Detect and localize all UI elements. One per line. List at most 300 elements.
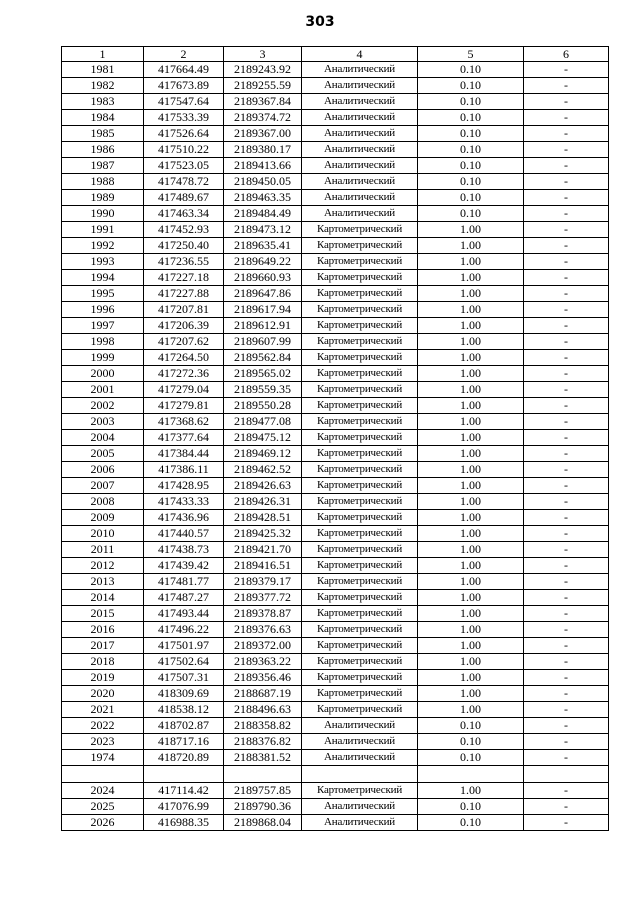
table-cell: - (524, 222, 609, 238)
table-cell: Картометрический (302, 494, 418, 510)
table-cell: 2189367.84 (224, 94, 302, 110)
table-cell: 1.00 (418, 222, 524, 238)
table-cell: 418538.12 (144, 702, 224, 718)
table-cell: - (524, 494, 609, 510)
table-row (62, 78, 609, 94)
table-cell: 1992 (62, 238, 144, 254)
table-cell: 418702.87 (144, 718, 224, 734)
table-cell: - (524, 702, 609, 718)
table-cell: 0.10 (418, 718, 524, 734)
table-cell: - (524, 718, 609, 734)
table-cell: 1.00 (418, 702, 524, 718)
table-cell: 2019 (62, 670, 144, 686)
table-cell: - (524, 815, 609, 831)
table-cell: 1993 (62, 254, 144, 270)
table-cell: 0.10 (418, 190, 524, 206)
table-cell: 2004 (62, 430, 144, 446)
table-cell (302, 766, 418, 783)
table-cell: 2014 (62, 590, 144, 606)
table-cell: 1996 (62, 302, 144, 318)
table-cell: 417236.55 (144, 254, 224, 270)
table-cell: 2188381.52 (224, 750, 302, 766)
table-cell: 2189425.32 (224, 526, 302, 542)
table-cell: 1989 (62, 190, 144, 206)
table-cell: 1.00 (418, 526, 524, 542)
table-row (62, 110, 609, 126)
table-row (62, 238, 609, 254)
table-cell: 416988.35 (144, 815, 224, 831)
table-cell (62, 766, 144, 783)
table-cell: 1.00 (418, 494, 524, 510)
table-cell: - (524, 799, 609, 815)
table-cell: - (524, 366, 609, 382)
table-cell: 418309.69 (144, 686, 224, 702)
table-cell (224, 766, 302, 783)
table-cell: 417489.67 (144, 190, 224, 206)
table-cell: 2189559.35 (224, 382, 302, 398)
header-row (62, 47, 609, 62)
table-cell: 2189372.00 (224, 638, 302, 654)
table-cell: 417438.73 (144, 542, 224, 558)
table-cell: Аналитический (302, 78, 418, 94)
table-cell: 417384.44 (144, 446, 224, 462)
table-cell: 417076.99 (144, 799, 224, 815)
table-cell: 2189473.12 (224, 222, 302, 238)
table-cell: - (524, 462, 609, 478)
table-cell: Аналитический (302, 126, 418, 142)
table-cell: Картометрический (302, 622, 418, 638)
table-cell: Картометрический (302, 638, 418, 654)
table-cell: Картометрический (302, 590, 418, 606)
table-cell: 0.10 (418, 174, 524, 190)
table-cell: Аналитический (302, 158, 418, 174)
table-cell: 1.00 (418, 670, 524, 686)
table-cell: 1.00 (418, 430, 524, 446)
table-cell: 2189617.94 (224, 302, 302, 318)
table-row (62, 526, 609, 542)
table-cell: - (524, 62, 609, 78)
table-cell: Картометрический (302, 783, 418, 799)
table-cell: 2015 (62, 606, 144, 622)
table-cell: 1.00 (418, 638, 524, 654)
table-cell: 1.00 (418, 254, 524, 270)
table-cell: - (524, 783, 609, 799)
table-cell: - (524, 126, 609, 142)
table-cell (524, 766, 609, 783)
table-cell: 417501.97 (144, 638, 224, 654)
table-cell: - (524, 606, 609, 622)
table-cell: 2008 (62, 494, 144, 510)
column-header: 2 (144, 47, 224, 62)
table-cell: 2001 (62, 382, 144, 398)
table-cell: 417526.64 (144, 126, 224, 142)
table-cell: 1974 (62, 750, 144, 766)
table-cell: - (524, 94, 609, 110)
table-cell: 2018 (62, 654, 144, 670)
table-cell: 2002 (62, 398, 144, 414)
table-row (62, 478, 609, 494)
page-number: 303 (305, 14, 335, 30)
table-row (62, 606, 609, 622)
table-row (62, 783, 609, 799)
table-cell: - (524, 238, 609, 254)
table-cell: - (524, 78, 609, 94)
table-cell: - (524, 254, 609, 270)
table-row (62, 558, 609, 574)
table-cell: Картометрический (302, 334, 418, 350)
table-cell: 1981 (62, 62, 144, 78)
table-cell: 417207.62 (144, 334, 224, 350)
table-cell: - (524, 158, 609, 174)
table-cell: - (524, 414, 609, 430)
table-body (62, 62, 609, 831)
table-cell: - (524, 302, 609, 318)
column-header: 5 (418, 47, 524, 62)
table-cell: 417493.44 (144, 606, 224, 622)
table-cell: 2189421.70 (224, 542, 302, 558)
table-cell: 2189607.99 (224, 334, 302, 350)
table-cell: 2189255.59 (224, 78, 302, 94)
table-row (62, 206, 609, 222)
table-cell: - (524, 670, 609, 686)
table-row (62, 494, 609, 510)
table-row (62, 318, 609, 334)
table-cell: - (524, 286, 609, 302)
table-cell: 0.10 (418, 158, 524, 174)
table-cell: 417510.22 (144, 142, 224, 158)
table-cell: 2189426.63 (224, 478, 302, 494)
table-cell: 2189484.49 (224, 206, 302, 222)
table-cell: 0.10 (418, 734, 524, 750)
table-cell: Картометрический (302, 302, 418, 318)
table-cell: 0.10 (418, 62, 524, 78)
table-row (62, 190, 609, 206)
table-cell: 2189757.85 (224, 783, 302, 799)
table-cell: 2189379.17 (224, 574, 302, 590)
table-cell: - (524, 478, 609, 494)
table-cell: - (524, 350, 609, 366)
table-cell: 2026 (62, 815, 144, 831)
table-cell: - (524, 686, 609, 702)
table-cell: 2189475.12 (224, 430, 302, 446)
table-cell: 1986 (62, 142, 144, 158)
table-cell: 1.00 (418, 334, 524, 350)
table-cell: - (524, 622, 609, 638)
table-cell: 2012 (62, 558, 144, 574)
table-cell: 2189428.51 (224, 510, 302, 526)
table-cell: 417502.64 (144, 654, 224, 670)
table-cell: - (524, 110, 609, 126)
table-cell: 417272.36 (144, 366, 224, 382)
table-cell: Картометрический (302, 350, 418, 366)
table-row (62, 638, 609, 654)
table-cell: 417227.18 (144, 270, 224, 286)
table-row (62, 270, 609, 286)
table-cell: 2188376.82 (224, 734, 302, 750)
table-cell: 418717.16 (144, 734, 224, 750)
column-header: 6 (524, 47, 609, 62)
table-cell: 0.10 (418, 78, 524, 94)
table-cell: - (524, 270, 609, 286)
table-cell: 417227.88 (144, 286, 224, 302)
table-cell: - (524, 446, 609, 462)
table-cell: 1.00 (418, 478, 524, 494)
table-cell: Картометрический (302, 382, 418, 398)
table-cell: 2189374.72 (224, 110, 302, 126)
table-cell: 2013 (62, 574, 144, 590)
table-cell: Картометрический (302, 558, 418, 574)
table-row (62, 366, 609, 382)
table-cell: 0.10 (418, 94, 524, 110)
table-cell: 2189462.52 (224, 462, 302, 478)
table-cell: Картометрический (302, 654, 418, 670)
table-cell: - (524, 542, 609, 558)
table-row (62, 654, 609, 670)
table-cell: Картометрический (302, 414, 418, 430)
table-cell: 417440.57 (144, 526, 224, 542)
table-cell: 1.00 (418, 302, 524, 318)
table-row (62, 446, 609, 462)
table-row (62, 622, 609, 638)
table-cell: - (524, 206, 609, 222)
table-cell: Аналитический (302, 206, 418, 222)
table-row (62, 222, 609, 238)
table-cell: Аналитический (302, 799, 418, 815)
table-cell: 2188496.63 (224, 702, 302, 718)
table-cell: 2005 (62, 446, 144, 462)
table-cell: 417207.81 (144, 302, 224, 318)
table-cell: 417377.64 (144, 430, 224, 446)
table-row (62, 382, 609, 398)
table-cell: 2003 (62, 414, 144, 430)
table-cell: 2189660.93 (224, 270, 302, 286)
table-cell: 1.00 (418, 622, 524, 638)
table-row (62, 686, 609, 702)
table-cell: 2021 (62, 702, 144, 718)
table-cell: 417264.50 (144, 350, 224, 366)
table-cell: Картометрический (302, 318, 418, 334)
table-cell: 2189356.46 (224, 670, 302, 686)
table-cell: 1983 (62, 94, 144, 110)
table-cell: 418720.89 (144, 750, 224, 766)
table-cell: 2189647.86 (224, 286, 302, 302)
table-cell: 417206.39 (144, 318, 224, 334)
table-cell: 1.00 (418, 398, 524, 414)
table-cell: 1997 (62, 318, 144, 334)
table-row (62, 799, 609, 815)
table-cell: Картометрический (302, 702, 418, 718)
table-cell: 2189790.36 (224, 799, 302, 815)
table-cell: 1987 (62, 158, 144, 174)
table-cell: Картометрический (302, 254, 418, 270)
table-cell: 1998 (62, 334, 144, 350)
table-row (62, 142, 609, 158)
table-cell: 417496.22 (144, 622, 224, 638)
table-cell: 417478.72 (144, 174, 224, 190)
column-header: 3 (224, 47, 302, 62)
table-cell: 2024 (62, 783, 144, 799)
table-cell: Картометрический (302, 510, 418, 526)
table-cell: 2189562.84 (224, 350, 302, 366)
table-row (62, 702, 609, 718)
table-cell: Аналитический (302, 815, 418, 831)
table-cell: - (524, 398, 609, 414)
table-row (62, 590, 609, 606)
table-cell: 1.00 (418, 654, 524, 670)
table-cell: 2189243.92 (224, 62, 302, 78)
table-row (62, 462, 609, 478)
table-cell: 2189378.87 (224, 606, 302, 622)
table-cell: 2189377.72 (224, 590, 302, 606)
table-cell: 2189416.51 (224, 558, 302, 574)
table-cell: 2188687.19 (224, 686, 302, 702)
table-cell: - (524, 318, 609, 334)
table-cell: Картометрический (302, 430, 418, 446)
table-cell: 1999 (62, 350, 144, 366)
table-cell: - (524, 558, 609, 574)
table-cell: 2011 (62, 542, 144, 558)
table-row (62, 766, 609, 783)
table-row (62, 302, 609, 318)
table-cell: 2189550.28 (224, 398, 302, 414)
table-cell: 1.00 (418, 606, 524, 622)
table-cell: Картометрический (302, 366, 418, 382)
table-cell: 1.00 (418, 446, 524, 462)
table-row (62, 542, 609, 558)
table-cell: 2016 (62, 622, 144, 638)
table-cell: 1984 (62, 110, 144, 126)
table-cell: 1990 (62, 206, 144, 222)
table-cell: 0.10 (418, 126, 524, 142)
table-cell: 2010 (62, 526, 144, 542)
table-cell: 1.00 (418, 270, 524, 286)
coordinates-table (61, 46, 609, 831)
table-cell: - (524, 750, 609, 766)
table-cell: - (524, 638, 609, 654)
table-row (62, 94, 609, 110)
table-cell: 1988 (62, 174, 144, 190)
table-cell: 2189413.66 (224, 158, 302, 174)
table-cell: Аналитический (302, 718, 418, 734)
table-cell: 2189612.91 (224, 318, 302, 334)
table-cell: 2189477.08 (224, 414, 302, 430)
table-cell: 417463.34 (144, 206, 224, 222)
table-cell: 2189565.02 (224, 366, 302, 382)
table-cell: - (524, 382, 609, 398)
table-cell: 417433.33 (144, 494, 224, 510)
table-row (62, 174, 609, 190)
table-cell: 2189367.00 (224, 126, 302, 142)
table-cell: 1.00 (418, 318, 524, 334)
table-cell: 2189868.04 (224, 815, 302, 831)
table-cell: 0.10 (418, 142, 524, 158)
table-cell: - (524, 510, 609, 526)
table-cell: 1.00 (418, 510, 524, 526)
table-header (62, 47, 609, 62)
table-cell: 417523.05 (144, 158, 224, 174)
table-row (62, 430, 609, 446)
table-row (62, 815, 609, 831)
table-cell: 2009 (62, 510, 144, 526)
table-cell: 2000 (62, 366, 144, 382)
table-cell: Картометрический (302, 270, 418, 286)
table-cell: 0.10 (418, 815, 524, 831)
table-cell: 1995 (62, 286, 144, 302)
table-cell: 2022 (62, 718, 144, 734)
table-cell: Картометрический (302, 446, 418, 462)
table-cell: 0.10 (418, 750, 524, 766)
table-cell: Картометрический (302, 606, 418, 622)
table-cell: Картометрический (302, 526, 418, 542)
table-cell: 1.00 (418, 590, 524, 606)
table-cell: 2023 (62, 734, 144, 750)
table-cell: Аналитический (302, 734, 418, 750)
table-cell: Аналитический (302, 94, 418, 110)
table-cell: - (524, 654, 609, 670)
table-cell: 417507.31 (144, 670, 224, 686)
table-cell: 2189450.05 (224, 174, 302, 190)
table-cell: 2189469.12 (224, 446, 302, 462)
table-cell: 417436.96 (144, 510, 224, 526)
table-cell: Аналитический (302, 174, 418, 190)
table-cell: - (524, 334, 609, 350)
table-cell: 1982 (62, 78, 144, 94)
table-cell: 2189463.35 (224, 190, 302, 206)
table-cell: 1985 (62, 126, 144, 142)
table-cell: 417481.77 (144, 574, 224, 590)
table-cell: 2189376.63 (224, 622, 302, 638)
table-cell: 1.00 (418, 350, 524, 366)
table-cell: 1.00 (418, 783, 524, 799)
table-cell: 417386.11 (144, 462, 224, 478)
table-cell: 0.10 (418, 799, 524, 815)
table-row (62, 670, 609, 686)
table-row (62, 254, 609, 270)
table-cell: Аналитический (302, 750, 418, 766)
table-cell: Аналитический (302, 110, 418, 126)
table-cell: 2017 (62, 638, 144, 654)
table-cell: 2189649.22 (224, 254, 302, 270)
table-cell: - (524, 526, 609, 542)
column-header: 1 (62, 47, 144, 62)
table-cell: 0.10 (418, 206, 524, 222)
table-row (62, 718, 609, 734)
table-row (62, 750, 609, 766)
table-cell: 1.00 (418, 382, 524, 398)
table-row (62, 574, 609, 590)
table-cell: 2025 (62, 799, 144, 815)
table-cell: Аналитический (302, 62, 418, 78)
table-cell: 417547.64 (144, 94, 224, 110)
table-cell: 417452.93 (144, 222, 224, 238)
table-row (62, 286, 609, 302)
table-cell: 2006 (62, 462, 144, 478)
table-row (62, 414, 609, 430)
table-row (62, 158, 609, 174)
table-cell: 1991 (62, 222, 144, 238)
table-cell: 0.10 (418, 110, 524, 126)
table-cell (418, 766, 524, 783)
table-cell: - (524, 590, 609, 606)
table-cell: Картометрический (302, 398, 418, 414)
table-cell: 417439.42 (144, 558, 224, 574)
table-cell: 417250.40 (144, 238, 224, 254)
table-cell: 1.00 (418, 286, 524, 302)
table-cell: Картометрический (302, 286, 418, 302)
table-cell: 2189363.22 (224, 654, 302, 670)
table-cell: 2020 (62, 686, 144, 702)
table-cell: 2189635.41 (224, 238, 302, 254)
